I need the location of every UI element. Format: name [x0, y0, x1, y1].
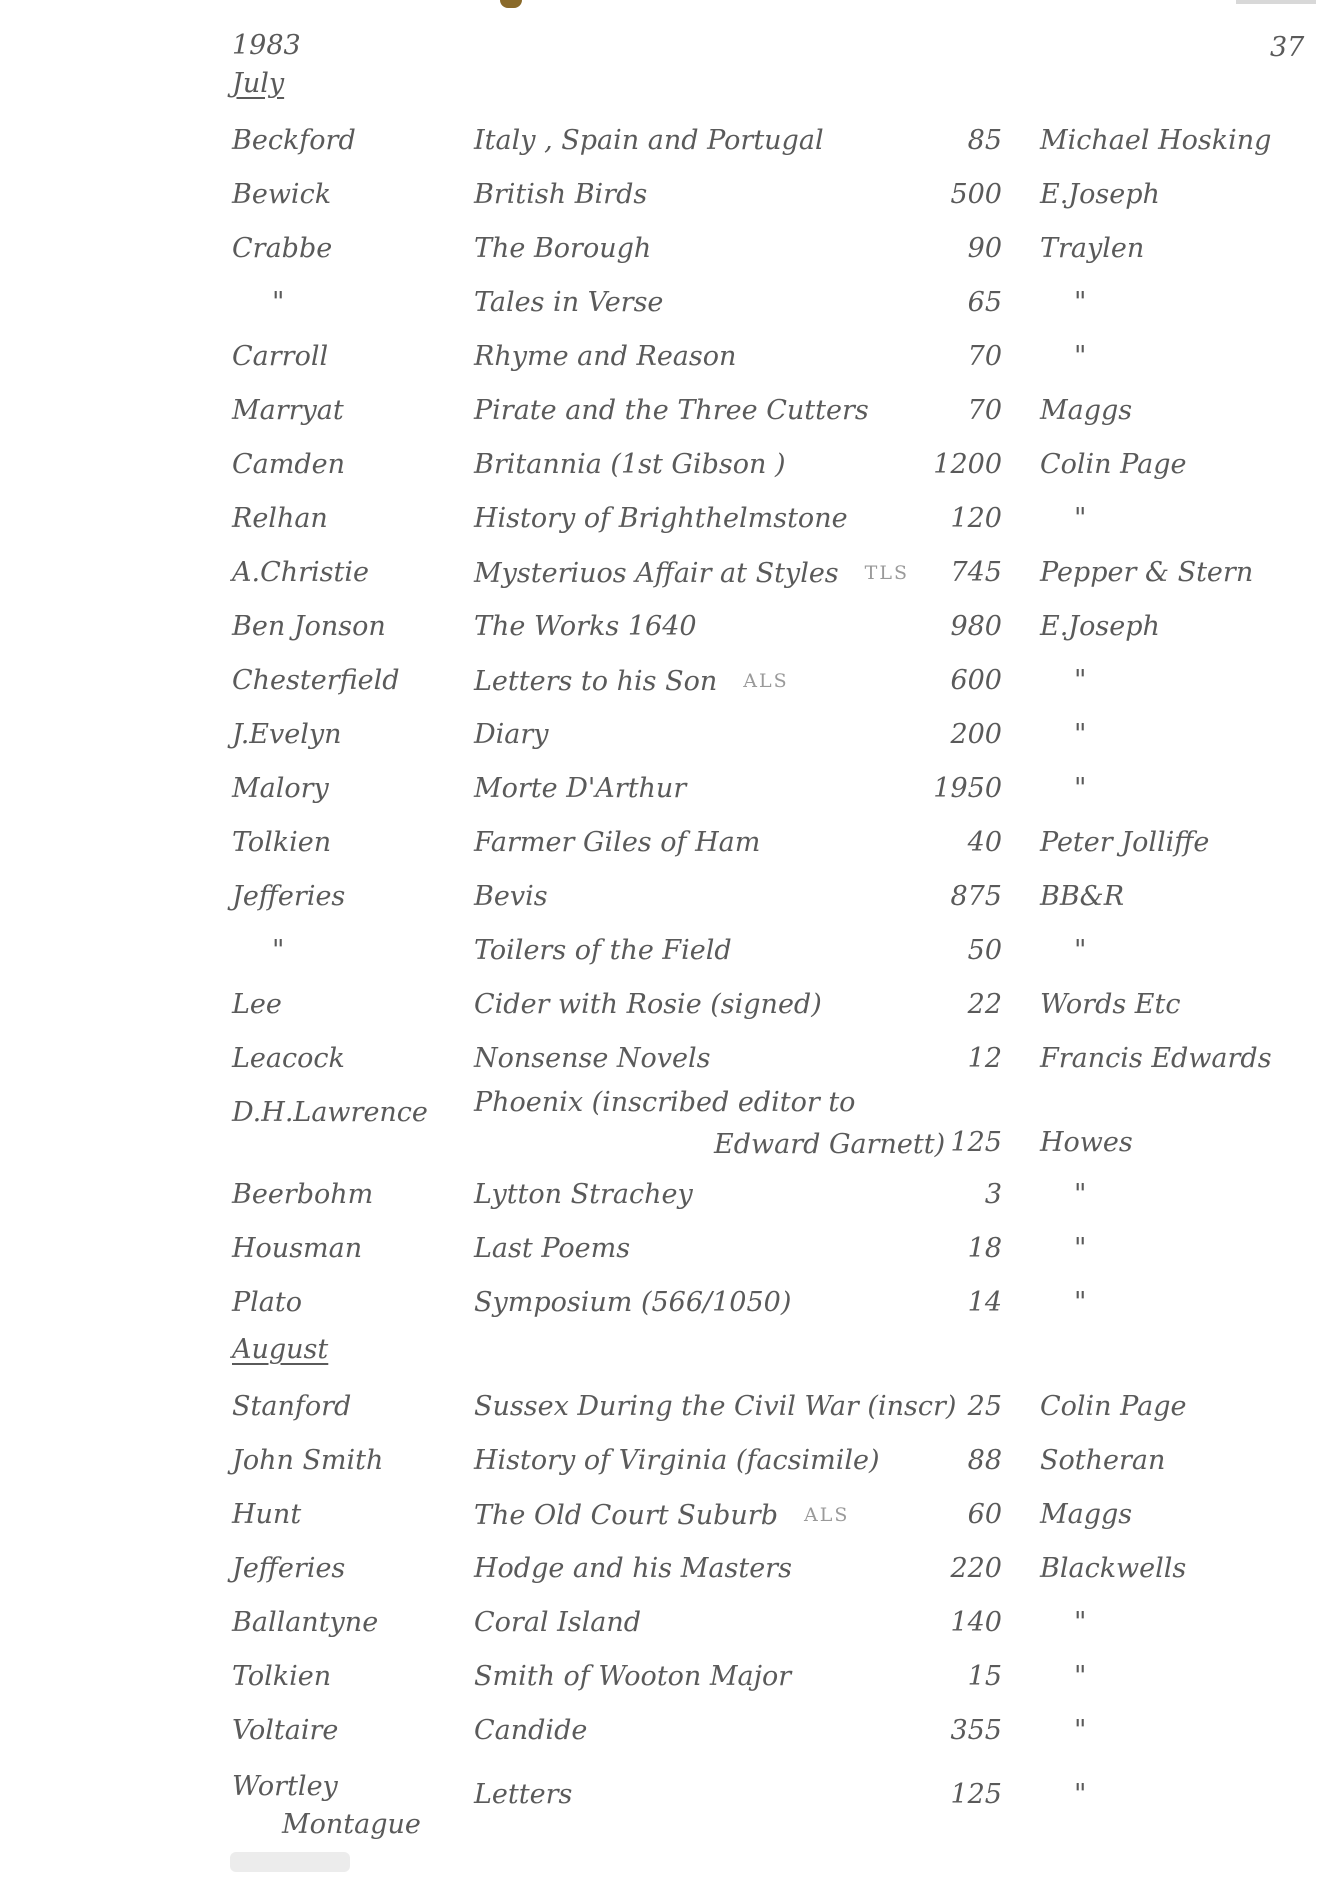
- entry-title-line2: Edward Garnett): [714, 1129, 946, 1160]
- month-heading-august: August: [232, 1334, 329, 1365]
- entry-author: Ballantyne: [232, 1607, 379, 1638]
- entry-price: 600: [950, 665, 1002, 696]
- ledger-row: [0, 1444, 1333, 1494]
- entry-title-text: Tales in Verse: [474, 287, 664, 318]
- entry-buyer: ": [1074, 503, 1087, 534]
- year-heading: 1983: [232, 30, 301, 61]
- entry-author: ": [272, 287, 285, 318]
- entry-title-text: Diary: [474, 719, 549, 750]
- entry-title: [474, 1498, 849, 1533]
- ledger-row: [0, 1771, 1333, 1840]
- entry-title: [474, 1390, 956, 1424]
- ledger-row: [0, 880, 1333, 930]
- entry-author: Jefferies: [232, 881, 346, 912]
- entry-buyer: ": [1074, 719, 1087, 750]
- entry-price: 140: [950, 1607, 1002, 1638]
- entry-buyer: Michael Hosking: [1040, 125, 1272, 156]
- entry-author: Carroll: [232, 341, 329, 372]
- entry-buyer: Francis Edwards: [1040, 1043, 1272, 1074]
- entry-title-text: Lytton Strachey: [474, 1179, 693, 1210]
- entry-buyer: Peter Jolliffe: [1040, 827, 1210, 858]
- entry-title-text: Pirate and the Three Cutters: [474, 395, 869, 426]
- entry-title-text: Morte D'Arthur: [474, 773, 687, 804]
- entry-price: 88: [967, 1445, 1002, 1476]
- entry-title: [474, 1778, 572, 1812]
- entry-buyer: ": [1074, 1607, 1087, 1638]
- entry-title: [474, 826, 760, 860]
- entry-price: 500: [950, 179, 1002, 210]
- entry-author: Tolkien: [232, 1661, 332, 1692]
- entry-title-text: Farmer Giles of Ham: [474, 827, 761, 858]
- entry-buyer: Maggs: [1040, 395, 1133, 426]
- entry-title: [474, 772, 686, 806]
- entry-title-text: The Borough: [474, 233, 652, 264]
- entry-buyer: ": [1074, 1779, 1087, 1810]
- ledger-row: [0, 340, 1333, 390]
- entry-price: 70: [967, 395, 1002, 426]
- entry-title-text: History of Brighthelmstone: [474, 503, 848, 534]
- entry-price: 90: [967, 233, 1002, 264]
- entry-buyer: ": [1074, 341, 1087, 372]
- entry-title: [474, 664, 789, 699]
- ledger-row: [0, 1390, 1333, 1440]
- entry-title: [474, 610, 697, 644]
- entry-author-line2: Montague: [282, 1809, 421, 1840]
- entry-title-text: Italy , Spain and Portugal: [474, 125, 824, 156]
- entry-note: ALS: [743, 670, 789, 692]
- entry-buyer: E.Joseph: [1040, 611, 1160, 642]
- entry-title-text: History of Virginia (facsimile): [474, 1445, 880, 1476]
- entry-author: Leacock: [232, 1043, 345, 1074]
- entry-title: [474, 1714, 587, 1748]
- entry-price: 85: [967, 125, 1002, 156]
- ledger-row: [0, 394, 1333, 444]
- entry-title-text: Letters: [474, 1779, 573, 1810]
- entry-title: [474, 556, 909, 591]
- entry-title: [474, 178, 647, 212]
- entry-author: Voltaire: [232, 1715, 339, 1746]
- entry-author: Relhan: [232, 503, 328, 534]
- entry-author: Beckford: [232, 125, 356, 156]
- entry-price: 18: [967, 1233, 1002, 1264]
- entry-note: TLS: [864, 562, 909, 584]
- entry-price: 220: [950, 1553, 1002, 1584]
- ledger-row: [0, 1714, 1333, 1764]
- entry-author: Marryat: [232, 395, 344, 426]
- entry-buyer: E.Joseph: [1040, 179, 1160, 210]
- entry-author: Jefferies: [232, 1553, 346, 1584]
- entry-price: 980: [950, 611, 1002, 642]
- entry-author: Tolkien: [232, 827, 332, 858]
- entry-author: Crabbe: [232, 233, 333, 264]
- entry-title-text: British Birds: [474, 179, 648, 210]
- ledger-row: [0, 1552, 1333, 1602]
- ledger-row: [0, 286, 1333, 336]
- entry-buyer: Pepper & Stern: [1040, 557, 1254, 588]
- entry-price: 120: [950, 503, 1002, 534]
- entry-title: [474, 394, 869, 428]
- entry-buyer: Sotheran: [1040, 1445, 1166, 1476]
- entry-title: [474, 718, 549, 752]
- entry-buyer: ": [1074, 1661, 1087, 1692]
- entry-buyer: ": [1074, 287, 1087, 318]
- entry-title-text: Hodge and his Masters: [474, 1553, 792, 1584]
- entry-title-text: Symposium (566/1050): [474, 1287, 792, 1318]
- entry-buyer: ": [1074, 1233, 1087, 1264]
- ledger-row: [0, 1660, 1333, 1710]
- entry-author: Plato: [232, 1287, 303, 1318]
- entry-author: D.H.Lawrence: [232, 1097, 428, 1128]
- entry-title: [474, 286, 663, 320]
- ledger-row: [0, 232, 1333, 282]
- entry-price: 1200: [933, 449, 1002, 480]
- entry-buyer: Colin Page: [1040, 449, 1187, 480]
- entry-author: Housman: [232, 1233, 363, 1264]
- entry-buyer: Maggs: [1040, 1499, 1133, 1530]
- entry-price: 40: [967, 827, 1002, 858]
- entry-author: Hunt: [232, 1499, 302, 1530]
- entry-note: ALS: [804, 1504, 850, 1526]
- entry-price: 14: [967, 1287, 1002, 1318]
- entry-title-text: Candide: [474, 1715, 588, 1746]
- entry-buyer: Words Etc: [1040, 989, 1181, 1020]
- entry-author: Chesterfield: [232, 665, 400, 696]
- entry-title: [474, 988, 822, 1022]
- entry-title-text: Rhyme and Reason: [474, 341, 737, 372]
- entry-title: [474, 1444, 880, 1478]
- entry-title: [474, 1552, 792, 1586]
- entry-buyer: Colin Page: [1040, 1391, 1187, 1422]
- entry-title: [474, 1286, 791, 1320]
- entry-author: Beerbohm: [232, 1179, 374, 1210]
- entry-title-text: Britannia (1st Gibson ): [474, 449, 786, 480]
- entry-price: 12: [967, 1043, 1002, 1074]
- entry-price: 745: [950, 557, 1002, 588]
- entry-price: 65: [967, 287, 1002, 318]
- ledger-row: [0, 178, 1333, 228]
- entry-price: 875: [950, 881, 1002, 912]
- entry-title-text: The Works 1640: [474, 611, 697, 642]
- entry-title-text: Bevis: [474, 881, 548, 912]
- entry-title: [474, 448, 786, 482]
- entry-title-text: Cider with Rosie (signed): [474, 989, 822, 1020]
- entry-title-text: Last Poems: [474, 1233, 631, 1264]
- entry-title: [474, 1660, 791, 1694]
- entry-author: A.Christie: [232, 557, 369, 588]
- ledger-row: [0, 1232, 1333, 1282]
- entry-title-text: Toilers of the Field: [474, 935, 732, 966]
- entry-title-text: Nonsense Novels: [474, 1043, 711, 1074]
- entry-price: 50: [967, 935, 1002, 966]
- entry-author: Lee: [232, 989, 282, 1020]
- entry-price: 22: [967, 989, 1002, 1020]
- entry-title: [474, 880, 548, 914]
- ledger-row: [0, 502, 1333, 552]
- entry-price: 60: [967, 1499, 1002, 1530]
- entry-title-text: Smith of Wooton Major: [474, 1661, 792, 1692]
- entry-author: Camden: [232, 449, 346, 480]
- entry-title: [474, 1178, 693, 1212]
- entry-price: 125: [950, 1779, 1002, 1810]
- entry-price: 355: [950, 1715, 1002, 1746]
- entry-author: ": [272, 935, 285, 966]
- month-heading-july: July: [232, 68, 285, 99]
- faded-next-entry: [230, 1852, 350, 1872]
- ledger-row: [0, 1178, 1333, 1228]
- entry-buyer: ": [1074, 773, 1087, 804]
- ledger-row: [0, 1042, 1333, 1092]
- ledger-row: [0, 826, 1333, 876]
- entry-title-text: Coral Island: [474, 1607, 642, 1638]
- entry-author: Ben Jonson: [232, 611, 386, 642]
- entry-author: Wortley: [232, 1771, 338, 1802]
- ledger-row: [0, 988, 1333, 1038]
- entry-title: [474, 1042, 711, 1076]
- entry-title: [474, 232, 651, 266]
- entry-title-text: The Old Court Suburb: [474, 1500, 778, 1531]
- entry-buyer: ": [1074, 1179, 1087, 1210]
- entry-buyer: BB&R: [1040, 881, 1125, 912]
- ledger-row: [0, 556, 1333, 606]
- entry-title-text: Mysteriuos Affair at Styles: [474, 558, 839, 589]
- ledger-row: [0, 1606, 1333, 1656]
- entry-author: J.Evelyn: [232, 719, 342, 750]
- entry-buyer: Blackwells: [1040, 1553, 1187, 1584]
- entry-title-text: Phoenix (inscribed editor to: [474, 1087, 856, 1118]
- entry-title: [474, 340, 736, 374]
- ledger-row: [0, 1498, 1333, 1548]
- entry-title: [474, 502, 848, 536]
- ledger-row: [0, 1087, 1333, 1160]
- entry-price: 3: [984, 1179, 1002, 1210]
- entry-author: Stanford: [232, 1391, 352, 1422]
- entry-author: Bewick: [232, 179, 332, 210]
- ledger-row: [0, 934, 1333, 984]
- entry-price: 125: [950, 1127, 1002, 1158]
- entry-title: [474, 1086, 855, 1120]
- entry-buyer: ": [1074, 665, 1087, 696]
- entry-author: John Smith: [232, 1445, 384, 1476]
- entry-buyer: ": [1074, 935, 1087, 966]
- entry-title: [474, 934, 732, 968]
- entry-buyer: ": [1074, 1287, 1087, 1318]
- entry-title: [474, 1606, 641, 1640]
- entry-price: 25: [967, 1391, 1002, 1422]
- entry-title-text: Sussex During the Civil War (inscr): [474, 1391, 957, 1422]
- ledger-row: [0, 718, 1333, 768]
- entry-author: Malory: [232, 773, 329, 804]
- ledger-row: [0, 448, 1333, 498]
- ledger-row: [0, 1286, 1333, 1336]
- ledger-row: [0, 124, 1333, 174]
- entry-buyer: ": [1074, 1715, 1087, 1746]
- entry-title: [474, 124, 824, 158]
- entry-price: 1950: [933, 773, 1002, 804]
- entry-price: 15: [967, 1661, 1002, 1692]
- entry-title-text: Letters to his Son: [474, 666, 718, 697]
- ledger-row: [0, 664, 1333, 714]
- entry-buyer: Traylen: [1040, 233, 1145, 264]
- entry-price: 200: [950, 719, 1002, 750]
- ledger-row: [0, 610, 1333, 660]
- page-number: 37: [1270, 32, 1305, 63]
- entry-title: [474, 1232, 630, 1266]
- entry-buyer: Howes: [1040, 1127, 1133, 1158]
- entry-price: 70: [967, 341, 1002, 372]
- ledger-row: [0, 772, 1333, 822]
